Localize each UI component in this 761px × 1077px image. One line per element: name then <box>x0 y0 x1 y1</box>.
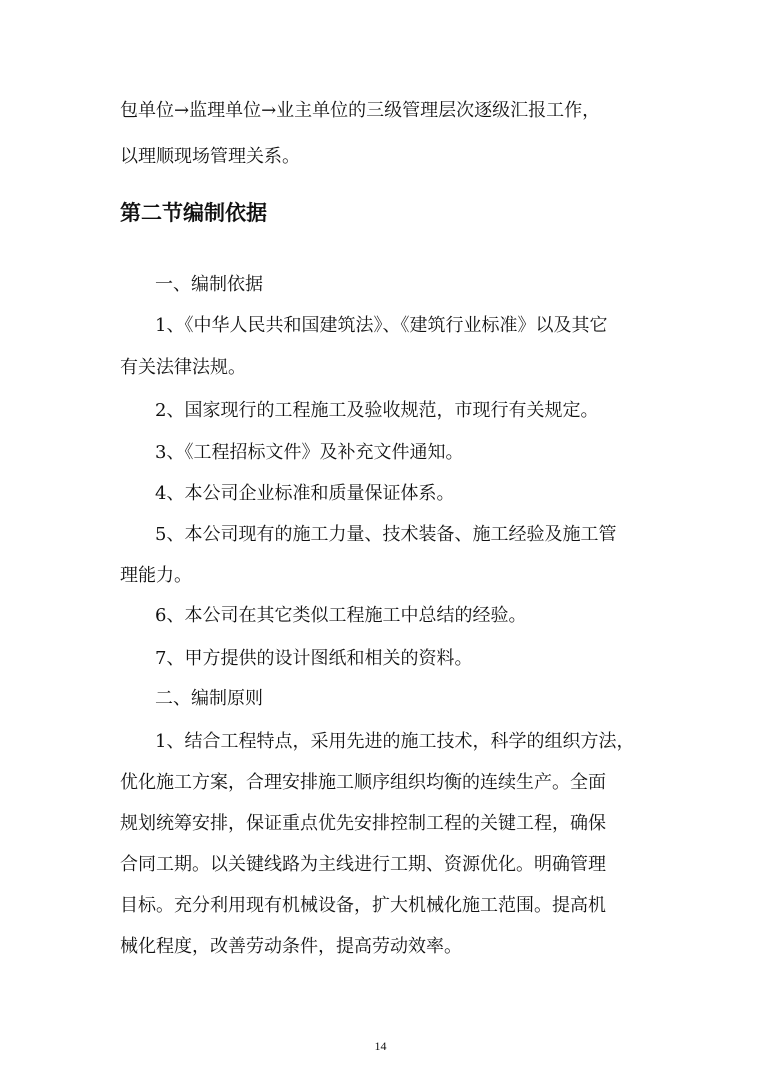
section-title: 第二节编制依据 <box>120 201 267 225</box>
basis-item-1-line-2: 有关法律法规。 <box>120 357 246 378</box>
basis-item-6: 6、本公司在其它类似工程施工中总结的经验。 <box>155 605 527 626</box>
basis-item-7: 7、甲方提供的设计图纸和相关的资料。 <box>155 648 473 669</box>
principles-item-1-line-2: 优化施工方案，合理安排施工顺序组织均衡的连续生产。全面 <box>120 772 606 793</box>
basis-item-2: 2、国家现行的工程施工及验收规范，市现行有关规定。 <box>155 400 599 421</box>
basis-item-5-line-2: 理能力。 <box>120 565 192 586</box>
principles-item-1-line-6: 械化程度，改善劳动条件，提高劳动效率。 <box>120 936 462 957</box>
intro-line-1: 包单位→监理单位→业主单位的三级管理层次逐级汇报工作， <box>120 100 601 121</box>
intro-line-2: 以理顺现场管理关系。 <box>120 146 300 167</box>
principles-item-1-line-4: 合同工期。以关键线路为主线进行工期、资源优化。明确管理 <box>120 854 606 875</box>
principles-item-1-line-5: 目标。充分利用现有机械设备，扩大机械化施工范围。提高机 <box>120 895 606 916</box>
basis-item-5-line-1: 5、本公司现有的施工力量、技术装备、施工经验及施工管 <box>155 524 617 545</box>
basis-item-3: 3、《工程招标文件》及补充文件通知。 <box>155 442 464 463</box>
principles-item-1-line-3: 规划统筹安排，保证重点优先安排控制工程的关键工程，确保 <box>120 813 606 834</box>
principles-heading: 二、编制原则 <box>155 688 263 709</box>
principles-item-1-line-1: 1、结合工程特点，采用先进的施工技术，科学的组织方法， <box>155 731 635 752</box>
basis-item-4: 4、本公司企业标准和质量保证体系。 <box>155 483 455 504</box>
basis-item-1-line-1: 1、《中华人民共和国建筑法》、《建筑行业标准》以及其它 <box>155 315 608 336</box>
basis-heading: 一、编制依据 <box>155 274 263 295</box>
page-number: 14 <box>374 1039 387 1053</box>
